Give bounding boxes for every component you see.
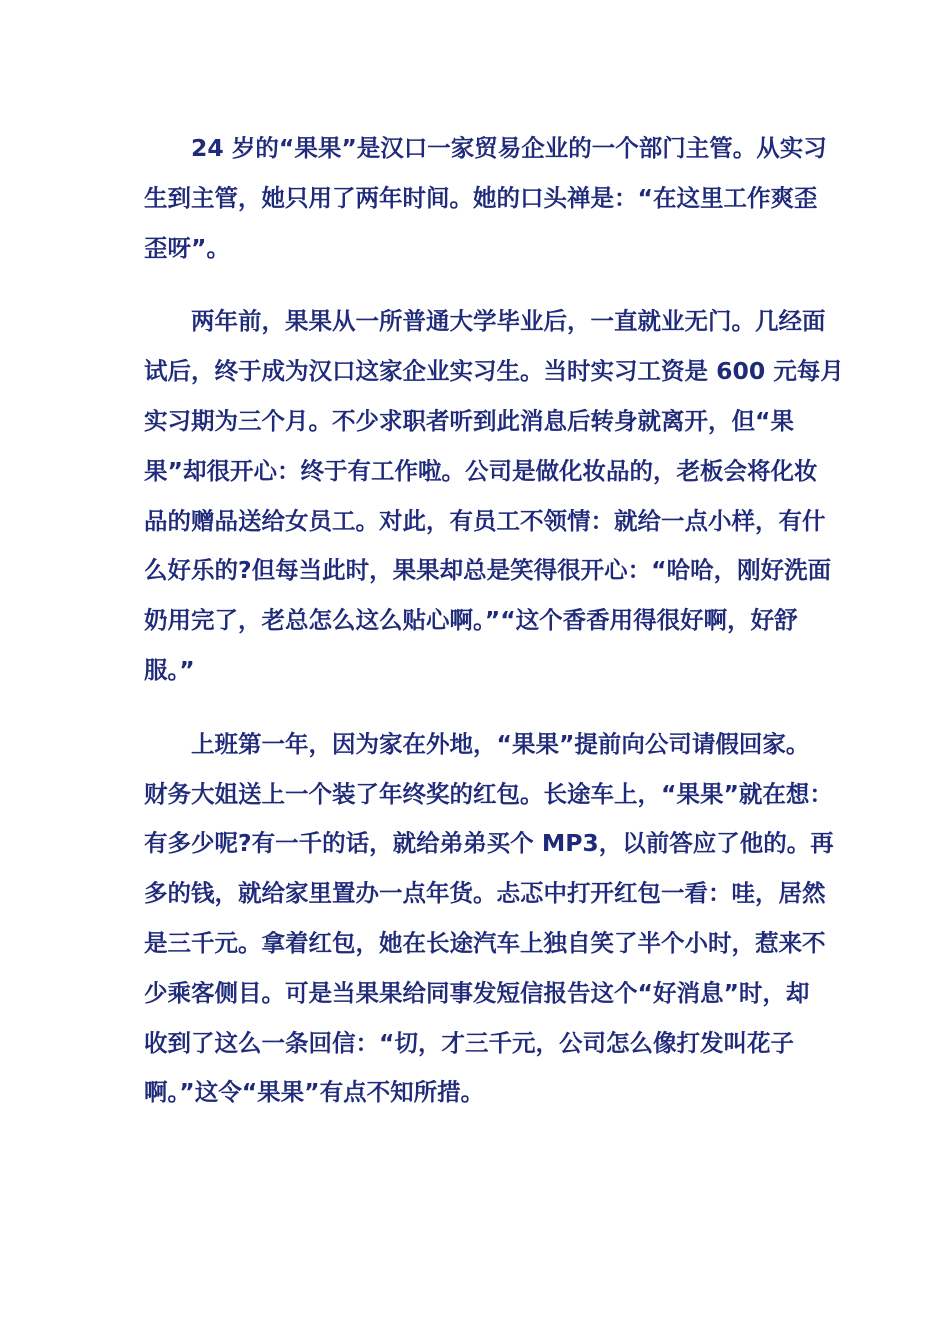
text-line: 24 岁的“果果”是汉口一家贸易企业的一个部门主管。从实习 (191, 134, 827, 162)
paragraph-3 (144, 720, 834, 1118)
text-line: 服。” (144, 655, 195, 684)
text-line: 果”却很开心：终于有工作啦。公司是做化妆品的，老板会将化妆 (144, 456, 818, 485)
text-line: 收到了这么一条回信：“切，才三千元，公司怎么像打发叫花子 (144, 1028, 794, 1057)
paragraph-1 (144, 124, 827, 273)
text-line: 是三千元。拿着红包，她在长途汽车上独自笑了半个小时，惹来不 (144, 928, 826, 957)
text-line: 啊。”这令“果果”有点不知所措。 (144, 1078, 485, 1107)
text-line: 歪呀”。 (144, 233, 230, 262)
text-line: 有多少呢?有一千的话，就给弟弟买个 MP3，以前答应了他的。再 (144, 829, 834, 858)
text-line: 奶用完了，老总怎么这么贴心啊。”“这个香香用得很好啊，好舒 (144, 606, 798, 635)
text-line: 品的赠品送给女员工。对此，有员工不领情：就给一点小样，有什 (144, 506, 826, 535)
text-line: 少乘客侧目。可是当果果给同事发短信报告这个“好消息”时，却 (144, 978, 810, 1007)
text-line: 财务大姐送上一个装了年终奖的红包。长途车上，“果果”就在想： (144, 779, 833, 808)
text-line: 实习期为三个月。不少求职者听到此消息后转身就离开，但“果 (144, 406, 794, 435)
text-line: 上班第一年，因为家在外地，“果果”提前向公司请假回家。 (191, 729, 810, 758)
text-line: 多的钱，就给家里置办一点年货。忐忑中打开红包一看：哇，居然 (144, 879, 826, 908)
text-line: 试后，终于成为汉口这家企业实习生。当时实习工资是 600 元每月 (144, 357, 844, 386)
document-body (144, 124, 844, 1142)
paragraph-2 (144, 297, 844, 695)
text-line: 两年前，果果从一所普通大学毕业后，一直就业无门。几经面 (191, 307, 826, 336)
text-line: 生到主管，她只用了两年时间。她的口头禅是：“在这里工作爽歪 (144, 183, 818, 212)
text-line: 么好乐的?但每当此时，果果却总是笑得很开心：“哈哈，刚好洗面 (144, 556, 832, 585)
